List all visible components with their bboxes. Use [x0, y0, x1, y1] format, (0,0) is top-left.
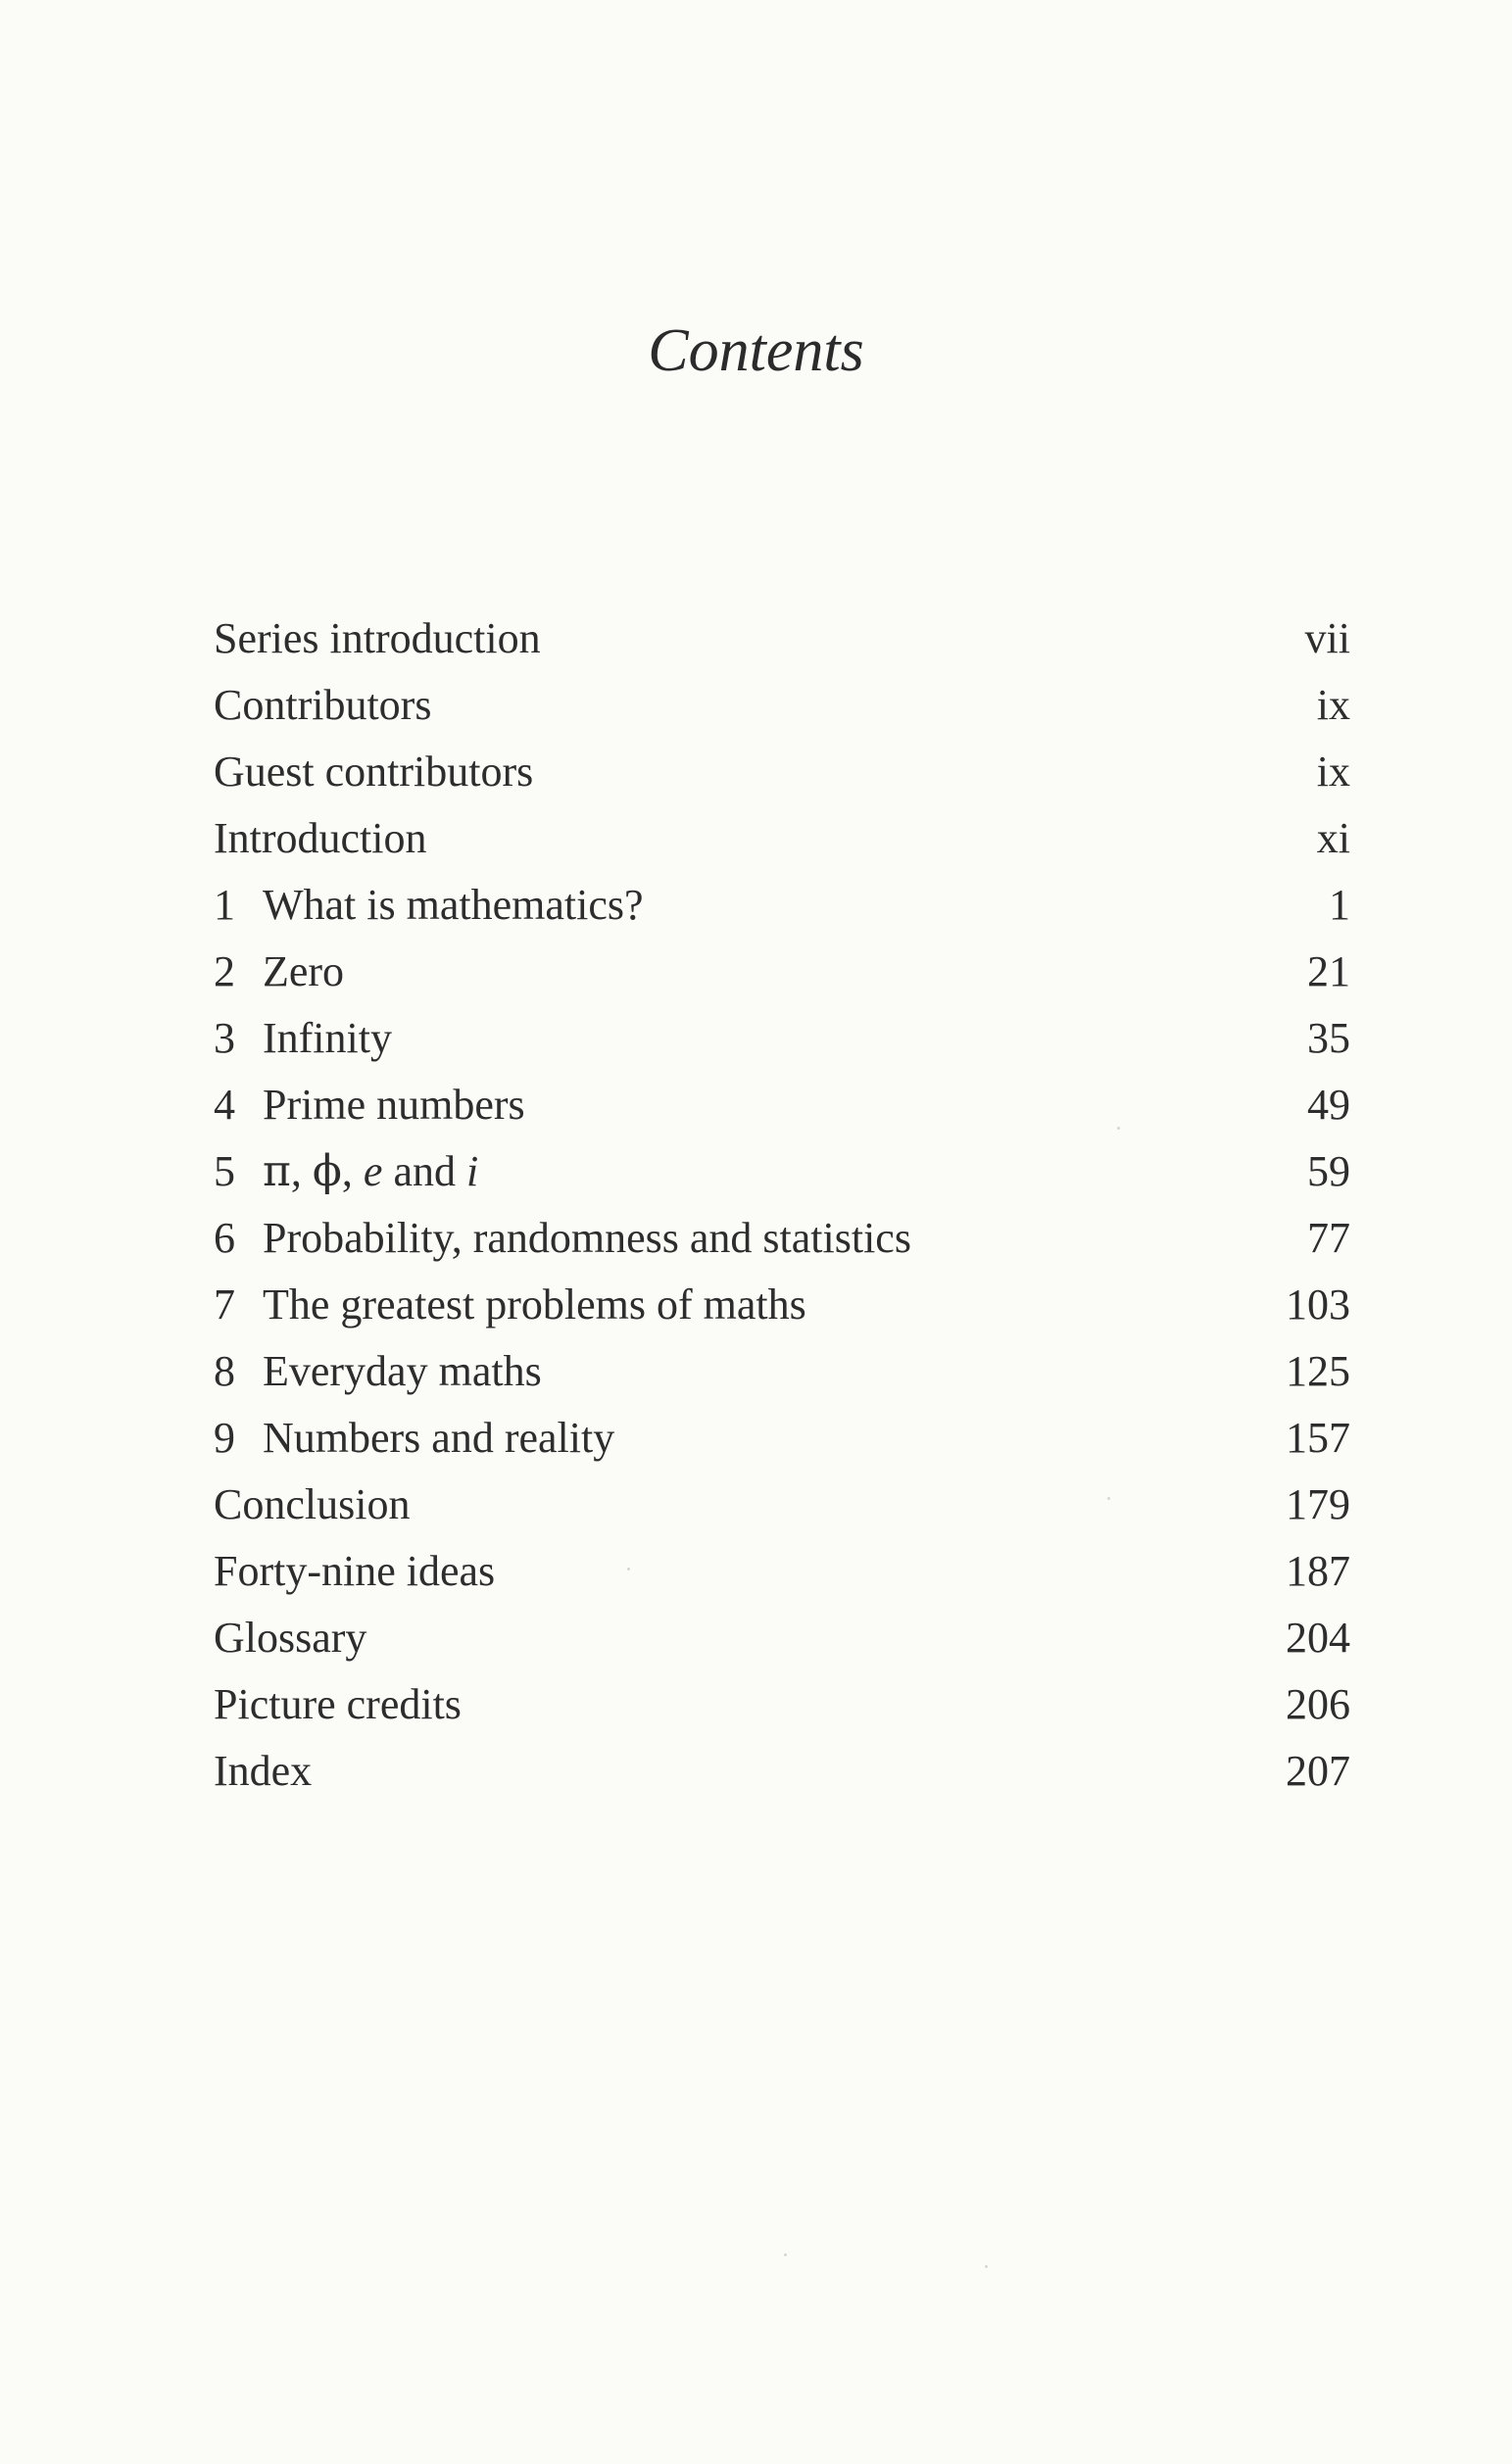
- chapter-number: 7: [214, 1280, 235, 1329]
- chapter-title: Probability, randomness and statistics: [263, 1214, 911, 1262]
- toc-chapter-entry[interactable]: [214, 1005, 1350, 1072]
- chapter-title: Numbers and reality: [263, 1414, 615, 1462]
- toc-entry[interactable]: [214, 1538, 1350, 1605]
- toc-entry[interactable]: [214, 739, 1350, 805]
- toc-entry[interactable]: [214, 1738, 1350, 1805]
- chapter-number: 8: [214, 1347, 235, 1395]
- toc-entry-page: 125: [1286, 1347, 1350, 1395]
- toc-entry[interactable]: [214, 805, 1350, 872]
- toc-entry[interactable]: [214, 672, 1350, 739]
- toc-entry-title: Series introduction: [214, 614, 541, 662]
- toc-entry-title: Conclusion: [214, 1480, 411, 1528]
- toc-chapter-entry[interactable]: [214, 1272, 1350, 1338]
- toc-entry-page: 35: [1307, 1014, 1350, 1062]
- toc-entry-title: [214, 939, 344, 1005]
- toc-chapter-entry[interactable]: [214, 1405, 1350, 1472]
- toc-entry-page: 157: [1286, 1414, 1350, 1462]
- toc-entry-title: [214, 1138, 478, 1205]
- phi-symbol: ϕ: [312, 1146, 342, 1196]
- page-title: Contents: [648, 317, 864, 384]
- toc-chapter-entry[interactable]: [214, 939, 1350, 1005]
- chapter-title: Infinity: [263, 1014, 392, 1062]
- toc-entry-page: ix: [1316, 748, 1350, 796]
- toc-entry-page: 179: [1286, 1480, 1350, 1528]
- toc-entry-title: Glossary: [214, 1614, 367, 1662]
- chapter-number: 2: [214, 947, 235, 995]
- chapter-number: 9: [214, 1414, 235, 1462]
- toc-chapter-entry[interactable]: [214, 1205, 1350, 1272]
- toc-entry-page: 103: [1286, 1280, 1350, 1329]
- paper-speck: [985, 2265, 988, 2268]
- separator-text: ,: [290, 1147, 313, 1195]
- table-of-contents: [214, 605, 1350, 1805]
- separator-text: ,: [341, 1147, 364, 1195]
- toc-entry-title: Picture credits: [214, 1680, 462, 1728]
- toc-entry-title: Index: [214, 1747, 313, 1795]
- chapter-number: 1: [214, 881, 235, 929]
- toc-entry-page: 187: [1286, 1547, 1350, 1595]
- chapter-number: 3: [214, 1014, 235, 1062]
- toc-entry-page: 207: [1286, 1747, 1350, 1795]
- toc-entry-title: [214, 1005, 392, 1072]
- toc-chapter-entry[interactable]: [214, 1072, 1350, 1138]
- toc-entry-page: 1: [1329, 881, 1350, 929]
- chapter-title: The greatest problems of maths: [263, 1280, 806, 1329]
- toc-entry-page: 206: [1286, 1680, 1350, 1728]
- toc-entry-title: [214, 1205, 911, 1272]
- toc-entry-page: 77: [1307, 1214, 1350, 1262]
- toc-entry-page: xi: [1316, 814, 1350, 862]
- toc-entry[interactable]: [214, 1605, 1350, 1671]
- chapter-title: Zero: [263, 947, 345, 995]
- toc-entry-title: [214, 1272, 806, 1338]
- toc-entry-page: 49: [1307, 1081, 1350, 1129]
- chapter-number: 6: [214, 1214, 235, 1262]
- toc-entry-title: Forty-nine ideas: [214, 1547, 496, 1595]
- pi-symbol: π: [263, 1146, 291, 1196]
- toc-entry-title: Guest contributors: [214, 748, 534, 796]
- chapter-number: 5: [214, 1147, 235, 1195]
- i-symbol: i: [465, 1147, 479, 1195]
- toc-entry-page: ix: [1316, 681, 1350, 729]
- toc-entry-title: [214, 872, 644, 939]
- toc-entry-title: [214, 1405, 614, 1472]
- chapter-number: 4: [214, 1081, 235, 1129]
- toc-entry-page: 59: [1307, 1147, 1350, 1195]
- toc-chapter-entry[interactable]: [214, 872, 1350, 939]
- toc-entry-title: Introduction: [214, 814, 427, 862]
- and-text: and: [382, 1147, 466, 1195]
- toc-entry-title: [214, 1072, 525, 1138]
- toc-chapter-entry[interactable]: [214, 1138, 1350, 1205]
- toc-entry-page: 204: [1286, 1614, 1350, 1662]
- chapter-title: Prime numbers: [263, 1081, 525, 1129]
- paper-speck: [784, 2253, 787, 2256]
- toc-entry[interactable]: [214, 1671, 1350, 1738]
- toc-entry-title: [214, 1338, 542, 1405]
- toc-entry-title: Contributors: [214, 681, 432, 729]
- e-symbol: e: [363, 1147, 383, 1195]
- toc-entry-page: vii: [1304, 614, 1350, 662]
- toc-entry-page: 21: [1307, 947, 1350, 995]
- chapter-title: Everyday maths: [263, 1347, 542, 1395]
- chapter-title: What is mathematics?: [263, 881, 644, 929]
- toc-entry[interactable]: [214, 605, 1350, 672]
- toc-chapter-entry[interactable]: [214, 1338, 1350, 1405]
- toc-entry[interactable]: [214, 1472, 1350, 1538]
